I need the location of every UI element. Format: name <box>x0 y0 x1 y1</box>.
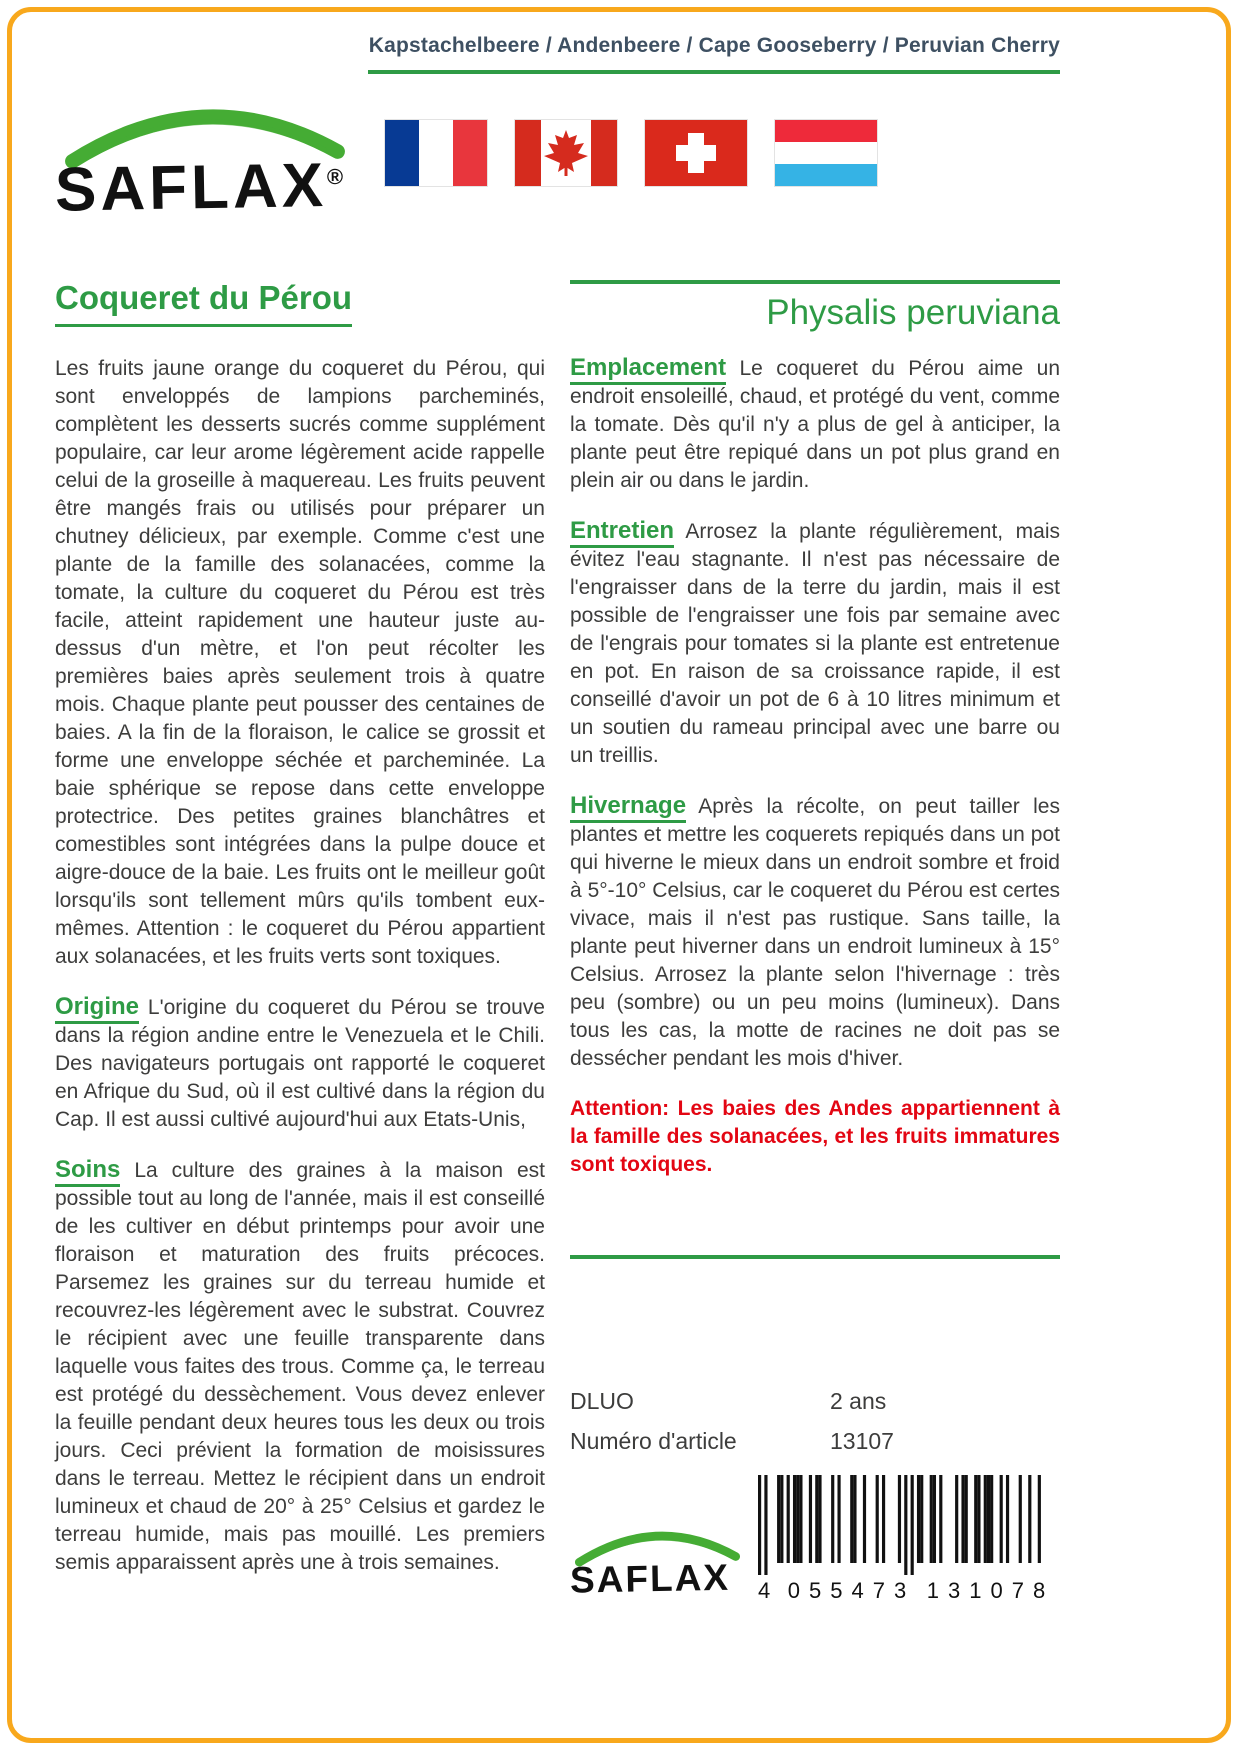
left-column <box>55 280 545 1605</box>
barcode-digit-group: 131078 <box>926 1578 1055 1603</box>
emplacement-heading: Emplacement <box>570 354 726 385</box>
logo-flags-row <box>55 76 1060 236</box>
dluo-row <box>570 1381 1060 1421</box>
article-number-label: Numéro d'article <box>570 1428 737 1454</box>
barcode-svg <box>758 1475 1060 1575</box>
origine-text: L'origine du coqueret du Pérou se trouve dans la région andine entre le Venezuela et le Chili. Des navigateurs portugais ont rapporté le coqueret en Afrique du Sud, où il est cultivé dans la région du Cap. Il est aussi cultivé aujourd'hui aux Etats-Unis, <box>55 996 545 1132</box>
barcode-block <box>758 1475 1060 1605</box>
registered-mark: ® <box>326 164 344 190</box>
right-column <box>570 280 1060 1605</box>
article-number-value: 13107 <box>830 1428 894 1454</box>
entretien-text: Arrosez la plante régulièrement, mais évitez l'eau stagnante. Il n'est pas nécessaire de l'engraisser dans de la terre du jardin, mais il est possible de l'engraisser une fois par semaine avec de l'engrais pour tomates si la plante est entretenue en pot. En raison de sa croissance rapide, il est conseillé d'avoir un pot de 6 à 10 litres minimum et un soutien du rameau principal avec une barre ou un treillis. <box>570 520 1060 767</box>
emplacement-text: Le coqueret du Pérou aime un endroit ensoleillé, chaud, et protégé du vent, comme la tomate. Dès qu'il n'y a plus de gel à anticiper, la plante peut être repiqué dans un pot plus grand en plein air ou dans le jardin. <box>570 357 1060 492</box>
header-green-rule <box>368 70 1060 74</box>
right-column-divider <box>570 1255 1060 1259</box>
attention-warning: Attention: Les baies des Andes appartiennent à la famille des solanacées, et les fruits immatures sont toxiques. <box>570 1097 1060 1176</box>
soins-heading: Soins <box>55 1156 120 1187</box>
flag-france-icon <box>385 120 487 186</box>
entretien-paragraph <box>570 517 1060 770</box>
multilingual-subtitle: Kapstachelbeere / Andenbeere / Cape Gooseberry / Peruvian Cherry <box>368 34 1060 57</box>
flag-canada-icon <box>515 120 617 186</box>
hivernage-paragraph <box>570 792 1060 1073</box>
species-green-rule <box>570 280 1060 284</box>
saflax-wordmark-small <box>569 1556 751 1601</box>
species-name: Physalis peruviana <box>766 293 1060 332</box>
saflax-logo <box>54 93 365 225</box>
saflax-wordmark <box>54 150 365 225</box>
soins-text: La culture des graines à la maison est possible tout au long de l'année, mais il est conseillé de les cultiver en début printemps pour avoir une floraison et maturation des fruits précoces. Parsemez les graines sur du terreau humide et recouvrez-les légèrement avec le substrat. Couvrez le récipient avec une feuille transparente dans laquelle vous faites des trous. Comme ça, le terreau est protégé du dessèchement. Vous devez enlever la feuille pendant deux heures tous les deux ou trois jours. Ceci prévient la formation de moisissures dans le terreau. Mettez le récipient dans un endroit lumineux et chaud de 20° à 25° Celsius et gardez le terreau humide, mais pas mouillé. Les premiers semis apparaissent après une à trois semaines. <box>55 1159 545 1575</box>
barcode-digit-group: 4 <box>758 1578 771 1603</box>
flag-switzerland-icon <box>645 120 747 186</box>
barcode-digit-group: 055473 <box>787 1578 916 1603</box>
emplacement-paragraph <box>570 354 1060 495</box>
soins-paragraph <box>55 1156 545 1577</box>
saflax-logo-small <box>569 1522 750 1601</box>
intro-paragraph <box>55 355 545 971</box>
intro-text: Les fruits jaune orange du coqueret du Pérou, qui sont enveloppés de lampions parcheminés, complètent les desserts sucrés comme supplément populaire, car leur arome légèrement acide rappelle celui de la groseille à maquereau. Les fruits peuvent être mangés frais ou utilisés pour préparer un chutney délicieux, par exemple. Comme c'est une plante de la famille des solanacées, comme la tomate, la culture du coqueret du Pérou est très facile, atteint rapidement une hauteur juste au-dessus d'un mètre, et l'on peut récolter les premières baies après seulement trois à quatre mois. Chaque plante peut pousser des centaines de baies. A la fin de la floraison, le calice se grossit et forme une enveloppe séchée et parcheminée. La baie sphérique se repose dans cette enveloppe protectrice. Des petites graines blanchâtres et comestibles sont intégrées dans la pulpe douce et aigre-douce de la baie. Les fruits ont le meilleur goût lorsqu'ils sont tellement mûrs qu'ils tombent eux-mêmes. Attention : le coqueret du Pérou appartient aux solanacées, et les fruits verts sont toxiques. <box>55 357 545 969</box>
flag-luxembourg-icon <box>775 120 877 186</box>
label-content <box>55 0 1060 1605</box>
two-column-body <box>55 280 1060 1605</box>
brand-barcode-row <box>570 1475 1060 1605</box>
dluo-value: 2 ans <box>830 1388 887 1414</box>
article-number-row <box>570 1421 1060 1461</box>
brand-name-small: SAFLAX <box>569 1556 731 1601</box>
origine-heading: Origine <box>55 993 139 1024</box>
hivernage-heading: Hivernage <box>570 792 686 823</box>
barcode-digits <box>758 1577 1060 1605</box>
brand-name: SAFLAX <box>54 150 328 225</box>
entretien-heading: Entretien <box>570 517 674 548</box>
dluo-label: DLUO <box>570 1388 634 1414</box>
page-title: Coqueret du Pérou <box>55 280 352 327</box>
flags-group <box>385 120 877 186</box>
origine-paragraph <box>55 993 545 1134</box>
hivernage-text: Après la récolte, on peut tailler les plantes et mettre les coquerets repiqués dans un pot qui hiverne le mieux dans un endroit sombre et froid à 5°-10° Celsius, car le coqueret du Pérou est certes vivace, mais il n'est pas rustique. Sans taille, la plante peut hiverner dans un endroit lumineux à 15° Celsius. Arrosez la plante selon l'hivernage : très peu (sombre) ou un peu moins (lumineux). Dans tous les cas, la motte de racines ne doit pas se dessécher pendant les mois d'hiver. <box>570 795 1060 1070</box>
